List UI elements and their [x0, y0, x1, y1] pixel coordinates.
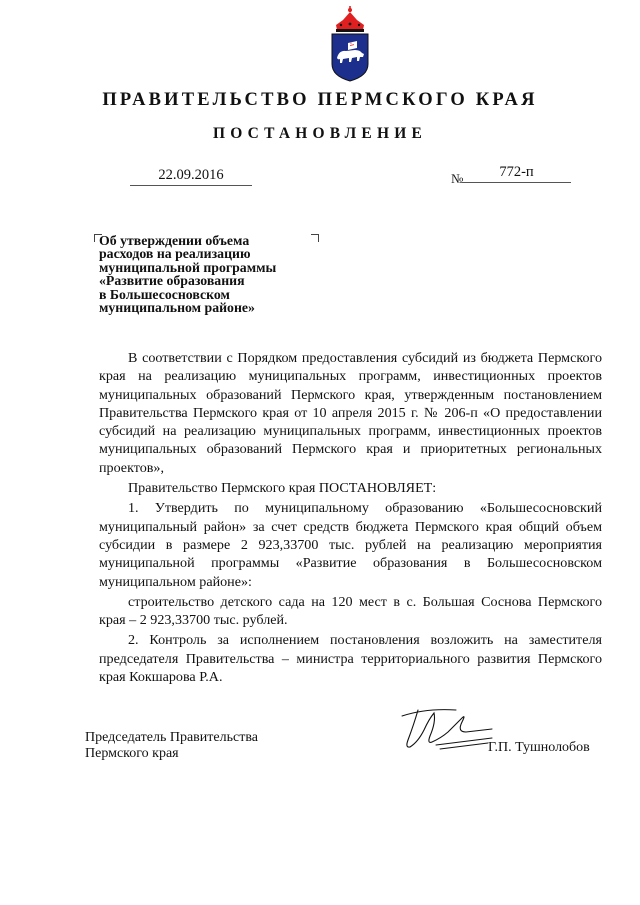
clause-1-paragraph: 1. Утвердить по муниципальному образованию «Большесосновский муниципальный район» за счет средств бюджета Пермского края общий объем субсидии в размере 2 923,33700 тыс. рублей на реализацию мероприятия муниципальной программы «Развитие образования в Большесосновском муниципальном районе»:	[99, 500, 602, 590]
signer-position-line: Пермского края	[85, 746, 179, 761]
signer-position	[85, 730, 258, 762]
subject-line: в Большесосновском	[99, 286, 230, 302]
document-body	[99, 349, 602, 686]
government-title: ПРАВИТЕЛЬСТВО ПЕРМСКОГО КРАЯ	[102, 90, 538, 110]
preamble-paragraph: В соответствии с Порядком предоставления субсидий из бюджета Пермского края на реализацию муниципальных программ, инвестиционных проектов муниципальных образований Пермского края, утвержденным постановлением Правительства Пермского края от 10 апреля 2015 г. № 206-п «О предоставлении субсидий на реализацию муниципальных программ, инвестиционных проектов муниципальных образований Пермского края и приоритетных региональных проектов»,	[99, 350, 602, 476]
subject-line: расходов на реализацию	[99, 246, 251, 262]
resolution-paragraph: Правительство Пермского края ПОСТАНОВЛЯЕТ:	[128, 480, 437, 497]
document-type: ПОСТАНОВЛЕНИЕ	[212, 125, 428, 142]
document-subject	[99, 234, 329, 314]
clause-1-detail-paragraph: строительство детского сада на 120 мест в с. Большая Соснова Пермского края – 2 923,33700 тыс. рублей.	[99, 593, 602, 629]
signer-name: Г.П. Тушнолобов	[488, 740, 590, 755]
subject-line: «Развитие образования	[99, 273, 245, 289]
number-sign: №	[451, 171, 464, 186]
subject-line: Об утверждении объема	[99, 233, 250, 248]
subject-line: муниципальной программы	[99, 259, 277, 275]
subject-line: муниципальном районе»	[99, 300, 255, 316]
coat-of-arms-icon	[329, 6, 371, 82]
document-number: 772-п	[462, 162, 571, 183]
document-date: 22.09.2016	[130, 165, 252, 186]
signer-position-line: Председатель Правительства	[85, 730, 258, 745]
clause-2-paragraph: 2. Контроль за исполнением постановления возложить на заместителя председателя Правительства – министра территориального развития Пермского края Кокшарова Р.А.	[99, 632, 602, 686]
handwritten-signature	[396, 702, 496, 760]
